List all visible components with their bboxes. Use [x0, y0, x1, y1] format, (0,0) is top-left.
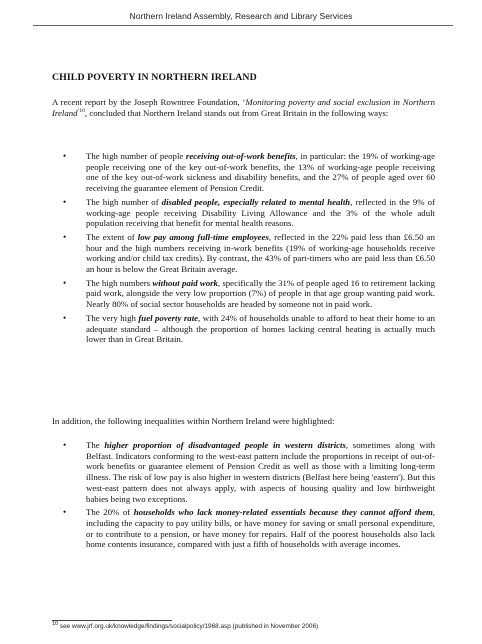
header-rule [33, 25, 453, 26]
footnote-ref: ’10 [77, 107, 85, 114]
report-title: Monitoring poverty and social exclusion in Northern Ireland [52, 97, 435, 118]
list-item: • The high number of disabled people, especially related to mental health, reflected in the 9% of working-age people receiving Disability Living Allowance and the 3% of the whole adult population receiving that benefit for mental health reasons. [52, 197, 435, 229]
list-item: • The 20% of households who lack money-related essentials because they cannot afford them, including the capacity to pay utility bills, or have money for saving or small personal expenditure, or to contribute to a pension, or have money for repairs. Half of the poorest households also lack home contents insurance, compared with just a fifth of households with average incomes. [52, 507, 435, 550]
section-title: CHILD POVERTY IN NORTHERN IRELAND [52, 72, 257, 83]
list-item: • The high number of people receiving out-of-work benefits, in particular: the 19% of working-age people receiving one of the key out-of-work benefits, the 13% of working-age people receiving one of the key out-of-work sickness and disability benefits, and the 27% of people aged over 60 receiving the guarantee element of Pension Credit. [52, 151, 435, 194]
inequalities-list [52, 440, 435, 553]
list-item: • The high numbers without paid work, specifically the 31% of people aged 16 to retirement lacking paid work, alongside the very low proportion (7%) of people in that age group wanting paid work. Nearly 80% of social sector households are headed by someone not in paid work. [52, 278, 435, 310]
footnote-number: 10 [52, 620, 59, 627]
list-item: • The higher proportion of disadvantaged people in western districts, sometimes along with Belfast. Indicators conforming to the west-east pattern include the proportions in receipt of out-of-work benefits or guarantee element of Pension Credit as well as those with a limiting long-term illness. The risk of low pay is also higher in western districts (Belfast here being 'eastern'). But this west-east pattern does not always apply, with aspects of housing quality and low birthweight babies being two exceptions. [52, 440, 435, 504]
list-item: • The very high fuel poverty rate, with 24% of households unable to afford to heat their home to an adequate standard – although the proportion of homes lacking central heating is actually much lower than in Great Britain. [52, 313, 435, 345]
footnote-link-text[interactable]: see www.jrf.org.uk/knowledge/findings/socialpolicy/1968.asp (published in November 2006) [58, 623, 319, 630]
addition-paragraph: In addition, the following inequalities within Northern Ireland were highlighted: [52, 416, 335, 426]
list-item: • The extent of low pay among full-time employees, reflected in the 22% paid less than £6.50 an hour and the high numbers receiving in-work benefits (19% of working-age households receive working and/or child tax credits). By contrast, the 43% of part-timers who are paid less than £6.50 an hour is below the Great Britain average. [52, 232, 435, 275]
footnote [52, 620, 319, 630]
page-header: Northern Ireland Assembly, Research and Library Services [129, 11, 353, 21]
intro-paragraph: A recent report by the Joseph Rowntree Foundation, ‘Monitoring poverty and social exclusion in Northern Ireland$^{’10}$, concluded that Northern Ireland stands out from Great Britain in the following ways: [52, 97, 435, 118]
footnote-rule [52, 620, 172, 621]
gb-comparison-list [52, 151, 435, 348]
